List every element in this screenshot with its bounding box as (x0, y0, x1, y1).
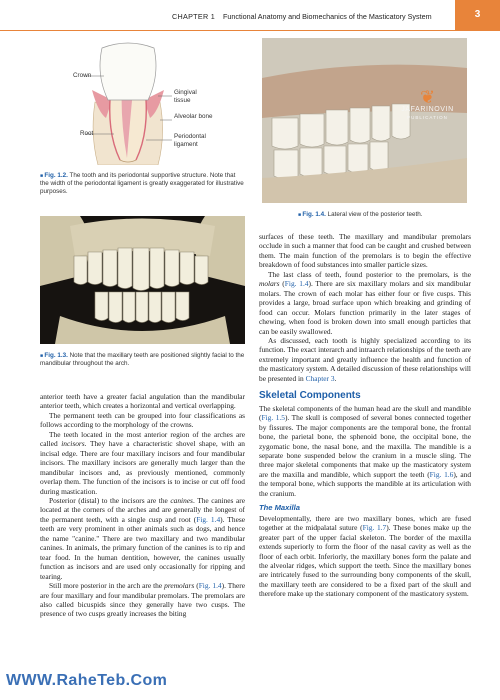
running-head (172, 12, 432, 21)
right-paragraph-2 (259, 270, 471, 336)
fig12-text: The tooth and its periodontal supportive structure. Note that the width of the periodontal ligament is greatly exaggerated for illustrative purposes. (40, 172, 244, 195)
fig14-label: Fig. 1.4. (302, 211, 326, 218)
left-paragraph-5 (40, 581, 245, 619)
left-p5-a: Still more posterior in the arch are the (49, 581, 165, 591)
site-watermark: WWW.RaheTeb.Com (6, 672, 168, 689)
fig-ref-link[interactable]: Fig. 1.4 (198, 581, 222, 591)
left-p5-b: ( (194, 581, 199, 591)
right-paragraph-3 (259, 336, 471, 383)
fig-ref-link[interactable]: Fig. 1.7 (362, 523, 387, 533)
label-periodontal: Periodontal ligament (174, 133, 206, 148)
logo-text: JAFARINOVIN (401, 106, 454, 113)
skull-teeth-photo (40, 216, 245, 344)
right-column-text (259, 232, 471, 678)
left-p5-c: ). There are four maxillary and four mandibular premolars. The premolars are also called bicuspids since they generally have two cusps. The presence of two cusps greatly increases the biting (40, 581, 245, 619)
label-root: Root (80, 130, 94, 137)
page-number: 3 (455, 0, 500, 30)
left-paragraph-1: anterior teeth have a greater facial angulation than the mandibular anterior teeth, which creates a horizontal and vertical overlapping. (40, 392, 245, 411)
left-paragraph-4 (40, 496, 245, 581)
logo-subtext: PUBLICATION (407, 115, 448, 120)
chapter-title: Functional Anatomy and Biomechanics of the Masticatory System (223, 12, 432, 21)
right-paragraph-5 (259, 514, 471, 599)
right-p2-c: ). There are six maxillary molars and six mandibular molars. The crown of each molar has either four or five cusps. This provides a large, broad surface upon which breaking and grinding of food can occur. Molars function primarily in the later stages of chewing, when food is broken down into small enough particles that can be easily swallowed. (259, 279, 471, 336)
fig12-caption: ■ Fig. 1.2. The tooth and its periodontal supportive structure. Note that the width of the periodontal ligament is greatly exaggerated for illustrative purposes. (40, 172, 244, 195)
fig-ref-link[interactable]: Fig. 1.6 (429, 469, 454, 479)
fig-ref-link[interactable]: Fig. 1.4 (196, 514, 221, 524)
right-p5-a: Developmentally, there are two maxillary bones, which are fused together at the midpalatal suture ( (259, 513, 471, 533)
left-paragraph-2: The permanent teeth can be grouped into four classifications as follows according to the morphology of the crowns. (40, 410, 245, 430)
left-p4-c: ). These teeth are very prominent in other animals such as dogs, and hence the name "canine." There are two maxillary and two mandibular canines. In animals, the primary function of the canines is to rip and tear food. In the human dentition, however, the canines usually function as incisors and are used only occasionally for ripping and tearing. (40, 514, 245, 581)
publisher-logo (390, 88, 465, 122)
fig12-label: Fig. 1.2. (44, 172, 68, 179)
left-p3-a: The teeth located in the most anterior region of the arches are called (40, 429, 245, 449)
right-p2-b: ( (279, 279, 285, 289)
right-paragraph-4 (259, 404, 471, 499)
left-paragraph-3 (40, 430, 245, 496)
right-p2-a: The last class of teeth, found posterior to the premolars, is the (268, 269, 471, 279)
term-canines: canines (170, 495, 193, 505)
fig13-caption: ■ Fig. 1.3. Note that the maxillary teeth are positioned slightly facial to the mandibular throughout the arch. (40, 352, 245, 367)
label-alveolar: Alveolar bone (174, 113, 213, 120)
term-incisors: incisors (61, 439, 85, 449)
left-p3-b: . They have a characteristic shovel shape, with an incisal edge. There are four maxillary incisors and four mandibular incisors. The maxillary incisors are generally much larger than the mandibular incisors and, as previously mentioned, commonly overlap them. The function of the incisors is to incise or cut off food during mastication. (40, 439, 245, 496)
fig13-text: Note that the maxillary teeth are positioned slightly facial to the mandibular throughout the arch. (40, 352, 245, 367)
subsection-heading: The Maxilla (259, 503, 300, 513)
left-p4-b: . The canines are located at the corners of the arches and are generally the longest of the permanent teeth, with a single cusp and root ( (40, 495, 245, 524)
right-p4-a: The skeletal components of the human head are the skull and mandible ( (259, 403, 471, 423)
label-gingival: Gingival tissue (174, 89, 197, 104)
fig14-text: Lateral view of the posterior teeth. (327, 211, 423, 218)
header-rule (0, 30, 500, 31)
right-p4-c: ), and the temporal bone, which supports the mandible at its articulation with the cranium. (259, 469, 471, 498)
term-molars: molars (259, 279, 280, 289)
right-p5-b: ). These bones make up the greater part of the upper facial skeleton. The border of the maxilla extends superiorly to form the floor of the nasal cavity as well as the floor of each orbit. Inferiorly, the maxillary bones form the palate and the alveolar ridges, which support the teeth. Since the maxillary bones are intricately fused to the surrounding bony components of the skull, the maxillary teeth are considered to be a fixed part of the skull and therefore make up the stationary component of the masticatory system. (259, 523, 471, 599)
label-crown: Crown (73, 72, 92, 79)
fig14-caption: ■ Fig. 1.4. Lateral view of the posterior teeth. (298, 211, 423, 218)
right-p3-a: As discussed, each tooth is highly specialized according to its function. The exact interarch and intraarch relationships of the teeth are extremely important and greatly influence the health and function of the masticatory system. A detailed discussion of these relationships will be presented in (259, 335, 471, 383)
fig13-label: Fig. 1.3. (44, 352, 68, 359)
right-paragraph-1: surfaces of these teeth. The maxillary and mandibular premolars occlude in such a manner that food can be caught and crushed between them. The main function of the premolars is to begin the effective breakdown of food substances into smaller particle sizes. (259, 232, 471, 270)
term-premolars: premolars (164, 581, 195, 591)
logo-icon: ❦ (419, 87, 436, 107)
tooth-diagram (40, 40, 245, 165)
right-p3-b: . (334, 373, 337, 383)
posterior-teeth-photo (262, 38, 467, 203)
fig-ref-link[interactable]: Fig. 1.4 (284, 279, 309, 289)
left-column-text (40, 392, 245, 676)
left-p4-a: Posterior (distal) to the incisors are the (49, 495, 171, 505)
chapter-label: CHAPTER 1 (172, 12, 216, 21)
page-header (0, 0, 500, 30)
section-heading: Skeletal Components (259, 390, 361, 402)
chapter-ref-link[interactable]: Chapter 3 (305, 373, 335, 383)
right-p4-b: ). The skull is composed of several bones connected together by fissures. The major components are the temporal bone, the frontal bone, the parietal bone, the sphenoid bone, the occipital bone, the zygomatic bone, the nasal bone, and the maxilla. The mandible is a separate bone suspended below the cranium in a muscle sling. The three major skeletal components that make up the masticatory system are the maxilla and mandible, which support the teeth ( (259, 413, 471, 479)
fig-ref-link[interactable]: Fig. 1.5 (261, 413, 285, 423)
